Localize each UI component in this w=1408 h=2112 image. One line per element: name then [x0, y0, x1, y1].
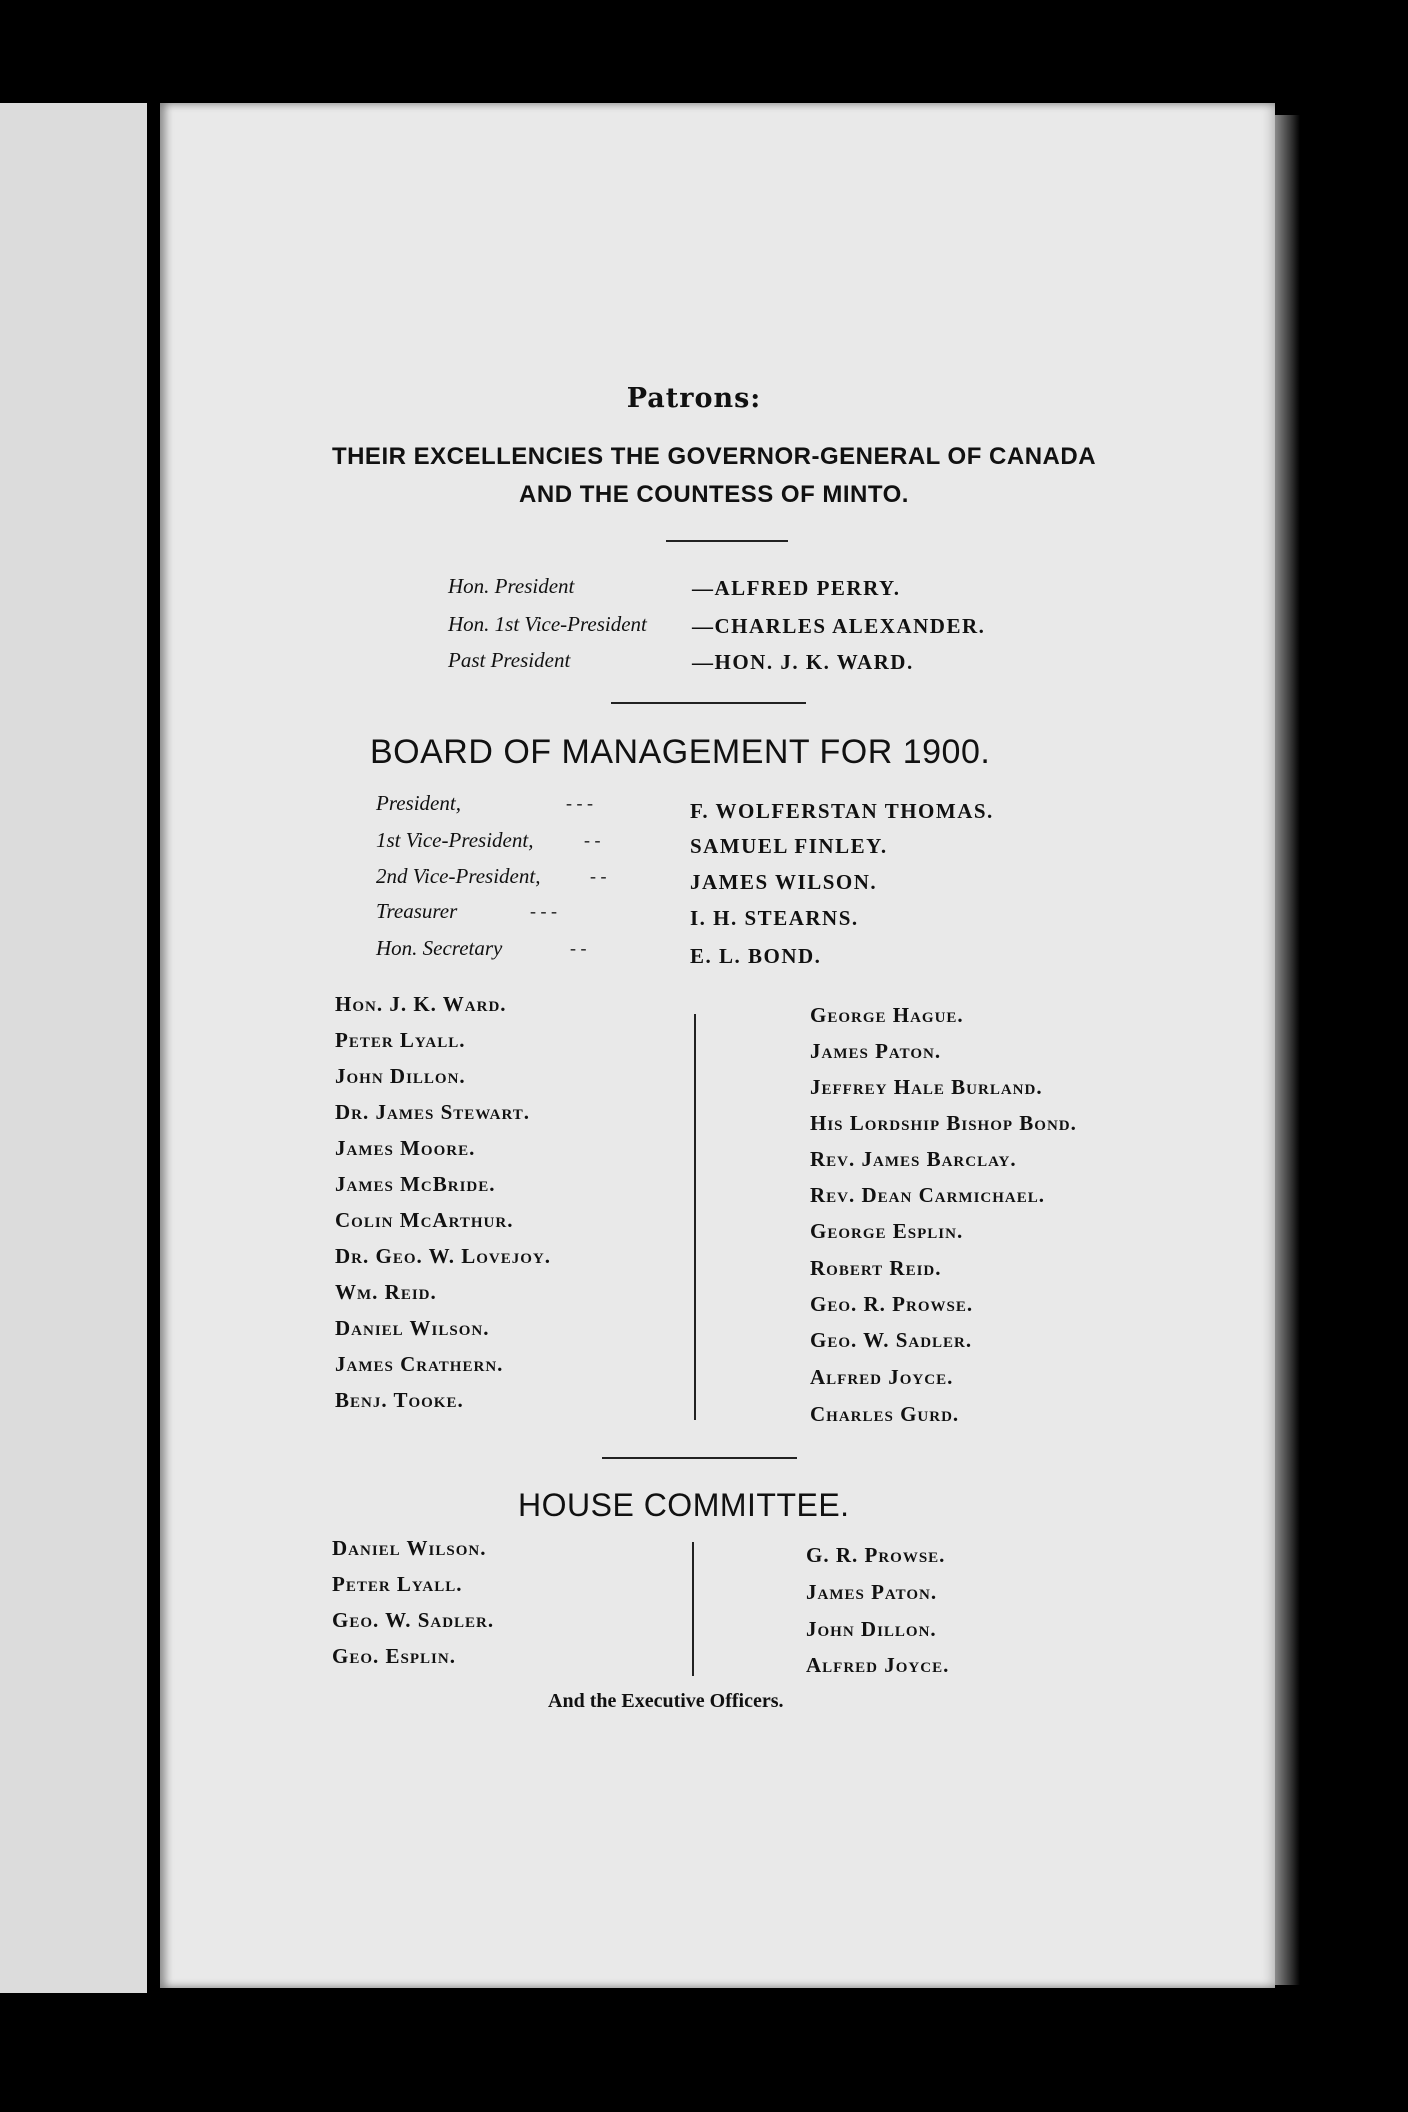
list-item: Dr. James Stewart. [335, 1100, 531, 1124]
list-item: Benj. Tooke. [335, 1388, 464, 1412]
column-divider [694, 1014, 696, 1420]
divider-rule [611, 702, 806, 704]
divider-rule [602, 1457, 797, 1459]
list-item: Dr. Geo. W. Lovejoy. [335, 1244, 551, 1268]
leader-dots: - - - [530, 901, 557, 921]
list-item: John Dillon. [806, 1617, 937, 1641]
officer-name: I. H. STEARNS. [690, 906, 859, 930]
list-item: Geo. Esplin. [332, 1644, 456, 1668]
list-item: Hon. J. K. Ward. [335, 992, 507, 1016]
list-item: George Hague. [810, 1003, 964, 1027]
list-item: James Crathern. [335, 1352, 504, 1376]
list-item: Geo. W. Sadler. [810, 1328, 973, 1352]
officer-title: Hon. Secretary [376, 936, 503, 960]
board-heading: BOARD OF MANAGEMENT FOR 1900. [370, 733, 991, 771]
list-item: Peter Lyall. [335, 1028, 466, 1052]
honorary-name: —ALFRED PERRY. [692, 576, 901, 600]
list-item: Rev. James Barclay. [810, 1147, 1017, 1171]
list-item: James Paton. [806, 1580, 938, 1604]
list-item: Jeffrey Hale Burland. [810, 1075, 1043, 1099]
executive-officers-note: And the Executive Officers. [548, 1690, 784, 1712]
patrons-line-2: AND THE COUNTESS OF MINTO. [519, 481, 909, 508]
list-item: Daniel Wilson. [332, 1536, 487, 1560]
list-item: Colin McArthur. [335, 1208, 514, 1232]
list-item: John Dillon. [335, 1064, 466, 1088]
column-divider [692, 1542, 694, 1676]
list-item: Robert Reid. [810, 1256, 942, 1280]
list-item: George Esplin. [810, 1219, 964, 1243]
list-item: Daniel Wilson. [335, 1316, 490, 1340]
leader-dots: - - [570, 938, 587, 958]
honorary-name: —HON. J. K. WARD. [692, 650, 914, 674]
officer-title: President, [376, 791, 461, 815]
list-item: James McBride. [335, 1172, 496, 1196]
leader-dots: - - [584, 830, 601, 850]
list-item: His Lordship Bishop Bond. [810, 1111, 1077, 1135]
officer-name: F. WOLFERSTAN THOMAS. [690, 799, 994, 823]
honorary-title: Hon. 1st Vice-President [448, 612, 647, 636]
list-item: Charles Gurd. [810, 1402, 960, 1426]
list-item: Peter Lyall. [332, 1572, 463, 1596]
list-item: G. R. Prowse. [806, 1543, 946, 1567]
leader-dots: - - [590, 866, 607, 886]
officer-name: E. L. BOND. [690, 944, 822, 968]
list-item: Geo. W. Sadler. [332, 1608, 495, 1632]
patrons-heading: Patrons: [626, 383, 762, 414]
officer-title: Treasurer [376, 899, 458, 923]
honorary-title: Hon. President [448, 574, 575, 598]
officer-title: 2nd Vice-President, [376, 864, 541, 888]
list-item: Alfred Joyce. [810, 1365, 954, 1389]
list-item: Rev. Dean Carmichael. [810, 1183, 1046, 1207]
officer-name: SAMUEL FINLEY. [690, 834, 888, 858]
divider-rule [666, 540, 788, 542]
list-item: Wm. Reid. [335, 1280, 437, 1304]
honorary-name: —CHARLES ALEXANDER. [692, 614, 986, 638]
house-committee-heading: HOUSE COMMITTEE. [518, 1487, 850, 1523]
officer-name: JAMES WILSON. [690, 870, 878, 894]
patrons-line-1: THEIR EXCELLENCIES THE GOVERNOR-GENERAL OF CANADA [331, 443, 1097, 470]
list-item: Alfred Joyce. [806, 1653, 950, 1677]
officer-title: 1st Vice-President, [376, 828, 534, 852]
leader-dots: - - - [566, 793, 593, 813]
list-item: Geo. R. Prowse. [810, 1292, 974, 1316]
list-item: James Paton. [810, 1039, 942, 1063]
honorary-title: Past President [448, 648, 571, 672]
list-item: James Moore. [335, 1136, 476, 1160]
